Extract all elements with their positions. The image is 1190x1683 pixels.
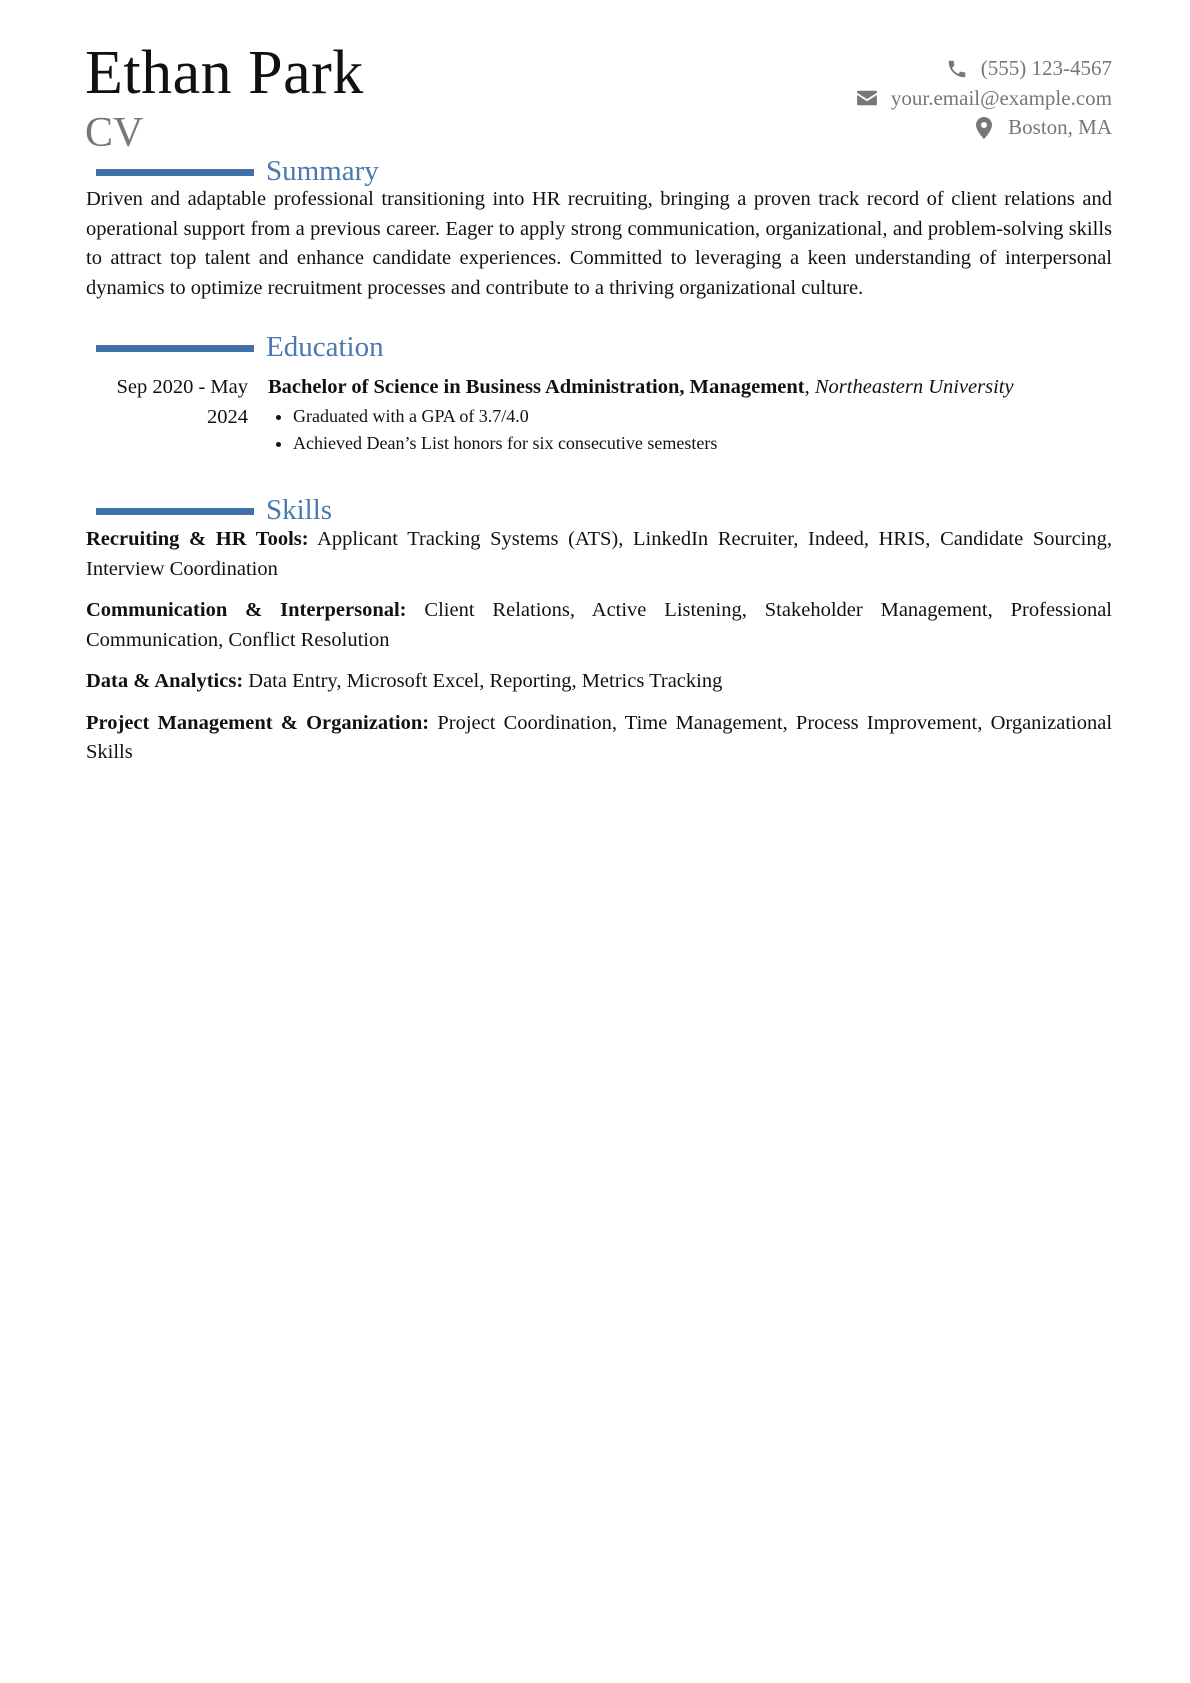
skill-details: Client Relations, Active Listening, Stakeholder Management, Professional Communication, Conflict Resolution bbox=[86, 599, 1112, 651]
location-text: Boston, MA bbox=[1008, 115, 1112, 140]
contact-location bbox=[692, 113, 1112, 143]
education-dates: Sep 2020 - May 2024 bbox=[116, 376, 248, 428]
envelope-icon bbox=[855, 87, 879, 109]
list-item: Achieved Dean’s List honors for six consecutive semesters bbox=[268, 430, 1112, 457]
skill-row-project bbox=[86, 709, 1112, 768]
education-heading bbox=[96, 330, 384, 364]
skill-category: Communication & Interpersonal: bbox=[86, 599, 407, 621]
skills-heading bbox=[96, 493, 332, 527]
phone-text[interactable]: (555) 123-4567 bbox=[980, 56, 1112, 81]
education-separator: , bbox=[804, 376, 815, 398]
summary-text: Driven and adaptable professional transitioning into HR recruiting, bringing a proven track record of client relations and operational support from a previous career. Eager to apply strong communication, organizational, and problem-solving skills to attract top talent and enhance candidate experiences. Committed to leveraging a keen understanding of interpersonal dynamics to optimize recruitment processes and contribute to a thriving organizational culture. bbox=[86, 188, 1112, 299]
skill-category: Recruiting & HR Tools: bbox=[86, 528, 309, 550]
summary-heading bbox=[96, 154, 379, 188]
list-item: Graduated with a GPA of 3.7/4.0 bbox=[268, 403, 1112, 430]
map-marker-icon bbox=[972, 117, 996, 139]
education-headline bbox=[268, 373, 1112, 403]
skill-row-recruiting bbox=[86, 525, 1112, 584]
education-bullets bbox=[268, 403, 1112, 457]
skills-title: Skills bbox=[266, 493, 333, 526]
skill-row-communication bbox=[86, 596, 1112, 655]
contact-email bbox=[692, 84, 1112, 114]
email-text[interactable]: your.email@example.com bbox=[890, 85, 1112, 110]
skill-details: Applicant Tracking Systems (ATS), LinkedIn Recruiter, Indeed, HRIS, Candidate Sourcing, Interview Coordination bbox=[86, 528, 1112, 580]
document-subtitle: CV bbox=[85, 110, 144, 156]
skill-category: Data & Analytics: bbox=[86, 670, 244, 692]
skill-details: Project Coordination, Time Management, Process Improvement, Organizational Skills bbox=[86, 711, 1113, 763]
phone-icon bbox=[945, 58, 969, 80]
skill-category: Project Management & Organization: bbox=[86, 711, 430, 734]
skill-details: Data Entry, Microsoft Excel, Reporting, Metrics Tracking bbox=[248, 670, 723, 692]
education-school: Northeastern University bbox=[814, 376, 1014, 398]
section-accent-bar bbox=[96, 508, 254, 515]
education-title: Education bbox=[266, 330, 384, 363]
summary-title: Summary bbox=[266, 154, 379, 187]
skills-list bbox=[86, 525, 1112, 780]
candidate-name: Ethan Park bbox=[85, 39, 364, 107]
education-details bbox=[268, 373, 1112, 457]
education-degree: Bachelor of Science in Business Administration, Management bbox=[268, 376, 805, 398]
education-entry bbox=[86, 373, 1112, 457]
section-accent-bar bbox=[96, 345, 254, 352]
section-accent-bar bbox=[96, 169, 254, 176]
contact-phone bbox=[692, 54, 1112, 84]
contact-block bbox=[692, 54, 1112, 143]
skill-row-data bbox=[86, 667, 1112, 697]
